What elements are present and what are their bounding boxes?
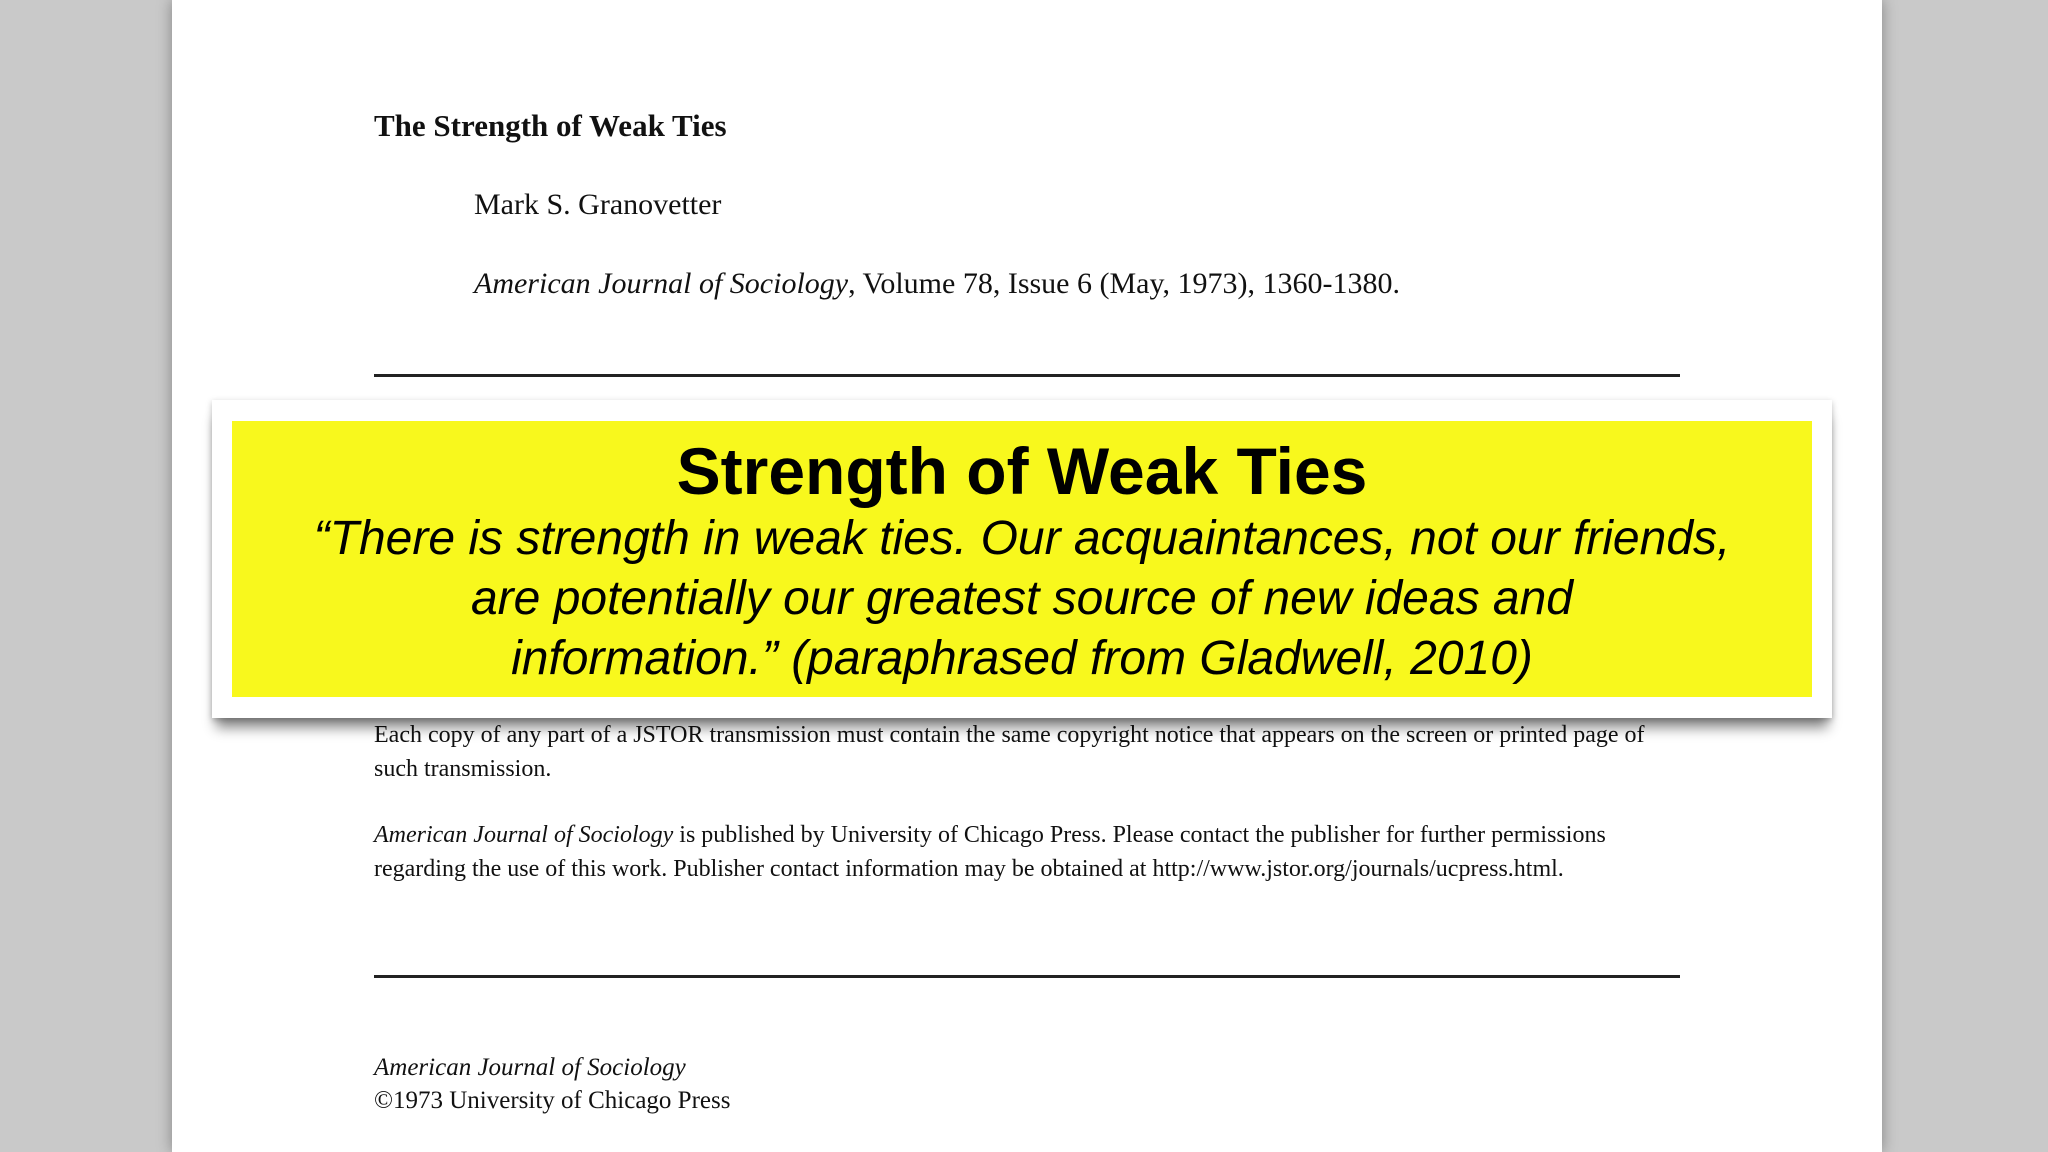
publisher-journal: American Journal of Sociology bbox=[374, 822, 674, 848]
citation-details: , Volume 78, Issue 6 (May, 1973), 1360-1380. bbox=[848, 267, 1401, 300]
footer-journal: American Journal of Sociology bbox=[374, 1054, 686, 1081]
callout-quote-line: information.” (paraphrased from Gladwell, 2010) bbox=[511, 632, 1533, 685]
callout-box bbox=[212, 400, 1832, 718]
citation-journal: American Journal of Sociology bbox=[474, 267, 849, 300]
jstor-notice: Each copy of any part of a JSTOR transmission must contain the same copyright notice that appears on the screen or printed page of such transmission. bbox=[374, 722, 1645, 782]
paper-author: Mark S. Granovetter bbox=[474, 188, 722, 221]
callout-quote-line: are potentially our greatest source of new ideas and bbox=[470, 572, 1573, 625]
callout-title: Strength of Weak Ties bbox=[676, 434, 1368, 508]
publisher-details: is published by University of Chicago Press. Please contact the publisher for further permissions regarding the use of this work. Publisher contact information may be obtained at http://www.jstor.org/journals/ucpress.html. bbox=[374, 822, 1606, 882]
paper-citation bbox=[474, 267, 1400, 301]
divider-bottom bbox=[374, 975, 1680, 978]
callout-quote bbox=[232, 509, 1812, 689]
callout-quote-line: “There is strength in weak ties. Our acquaintances, not our friends, bbox=[313, 512, 1731, 565]
divider-top bbox=[374, 374, 1680, 377]
callout-highlight bbox=[232, 421, 1812, 697]
publisher-notice bbox=[374, 818, 1684, 886]
paper-title: The Strength of Weak Ties bbox=[374, 108, 727, 143]
footer-copyright: ©1973 University of Chicago Press bbox=[374, 1087, 731, 1114]
